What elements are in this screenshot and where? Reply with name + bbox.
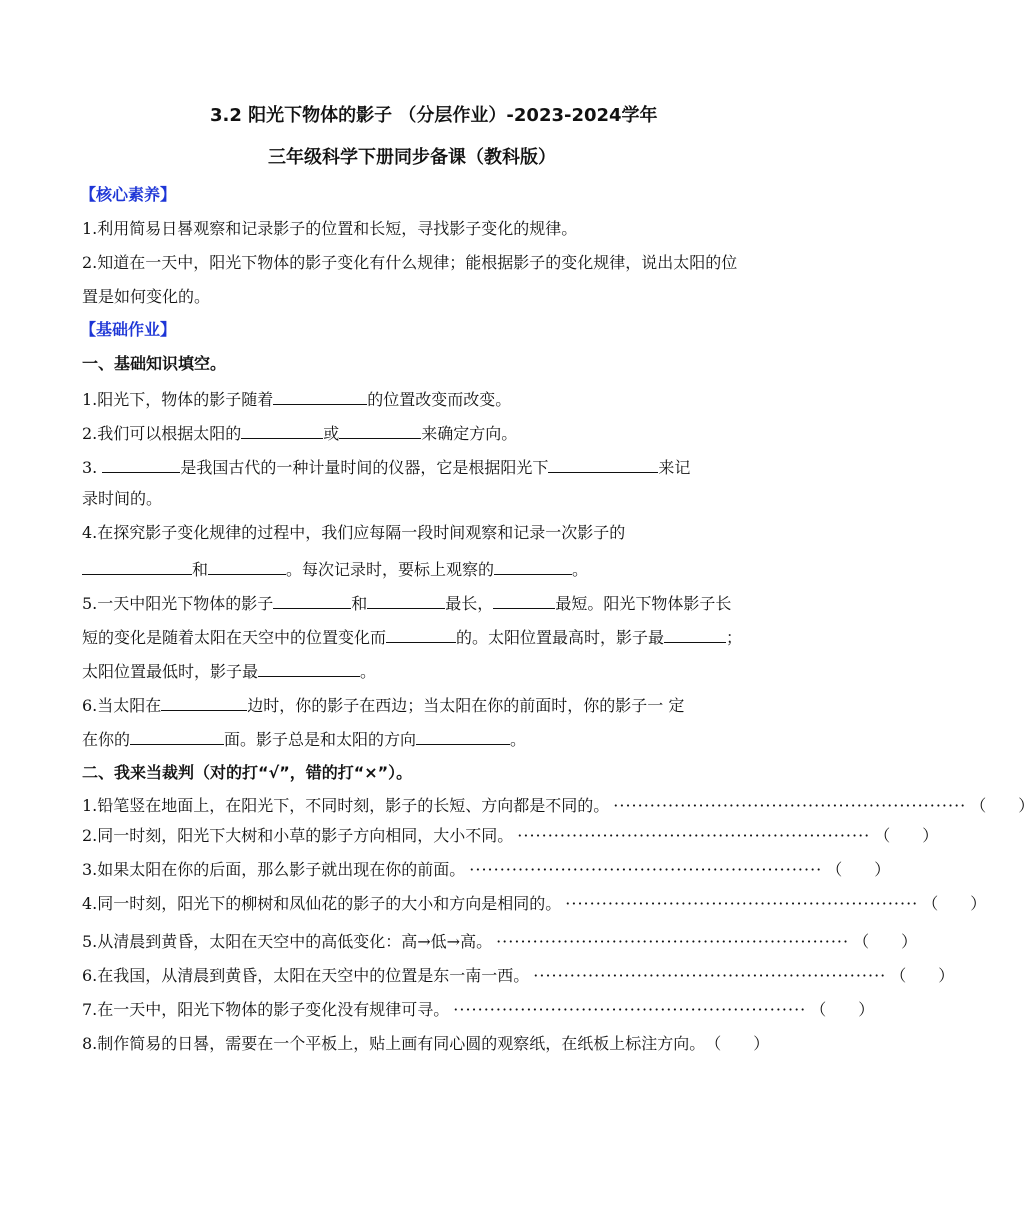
q4-blank-2[interactable] bbox=[208, 557, 286, 575]
q5-text-d: 最短。阳光下物体影子长 bbox=[555, 594, 732, 613]
q4-text-c: 。每次记录时，要标上观察的 bbox=[286, 560, 495, 579]
q3-text-a: 3. bbox=[82, 458, 98, 477]
judge-item-5 bbox=[82, 932, 918, 952]
fill-question-4-line-2 bbox=[82, 557, 588, 580]
leader-dots: ·························································· bbox=[453, 1000, 807, 1019]
part-2-title: 二、我来当裁判（对的打“√”，错的打“×”）。 bbox=[82, 763, 413, 782]
answer-bracket[interactable]: （ ） bbox=[826, 860, 891, 879]
answer-bracket[interactable]: （ ） bbox=[922, 894, 987, 913]
fill-question-3-line-1 bbox=[82, 455, 690, 478]
q6-blank-3[interactable] bbox=[416, 727, 510, 745]
judge-item-text: 7.在一天中，阳光下物体的影子变化没有规律可寻。 bbox=[82, 1000, 450, 1019]
q4-blank-3[interactable] bbox=[494, 557, 572, 575]
judge-item-3 bbox=[82, 860, 891, 880]
q6-blank-1[interactable] bbox=[161, 693, 247, 711]
title-line-1: 3.2 阳光下物体的影子 （分层作业）-2023-2024学年 bbox=[210, 105, 658, 126]
title-line-2: 三年级科学下册同步备课（教科版） bbox=[268, 147, 556, 168]
fill-question-5-line-1 bbox=[82, 591, 731, 614]
part-1-title: 一、基础知识填空。 bbox=[82, 354, 227, 373]
q6-text-d: 面。影子总是和太阳的方向 bbox=[224, 730, 417, 749]
q5-text-b: 和 bbox=[351, 594, 368, 613]
judge-item-6 bbox=[82, 966, 955, 986]
fill-question-6-line-1 bbox=[82, 693, 684, 716]
fill-question-5-line-2 bbox=[82, 625, 742, 648]
q5-text-f: 的。太阳位置最高时，影子最 bbox=[456, 628, 665, 647]
leader-dots: ·························································· bbox=[517, 826, 871, 845]
judge-item-8 bbox=[82, 1034, 782, 1054]
fill-question-5-line-3 bbox=[82, 659, 376, 682]
judge-item-2 bbox=[82, 826, 939, 846]
q5-text-i: 。 bbox=[360, 662, 377, 681]
basic-homework-heading: 【基础作业】 bbox=[80, 320, 177, 339]
q5-blank-4[interactable] bbox=[386, 625, 456, 643]
leader-dots: ·························································· bbox=[496, 932, 850, 951]
judge-item-1 bbox=[82, 796, 1034, 816]
core-item-1: 1.利用简易日晷观察和记录影子的位置和长短，寻找影子变化的规律。 bbox=[82, 219, 578, 238]
leader-dots: ·························································· bbox=[613, 796, 967, 815]
q5-text-c: 最长， bbox=[445, 594, 494, 613]
q5-blank-3[interactable] bbox=[493, 591, 555, 609]
q6-text-a: 6.当太阳在 bbox=[82, 696, 162, 715]
q2-text-b: 或 bbox=[323, 424, 340, 443]
q5-text-a: 5.一天中阳光下物体的影子 bbox=[82, 594, 274, 613]
core-item-2-line-2: 置是如何变化的。 bbox=[82, 287, 211, 306]
judge-item-text: 4.同一时刻，阳光下的柳树和凤仙花的影子的大小和方向是相同的。 bbox=[82, 894, 562, 913]
judge-item-text: 5.从清晨到黄昏，太阳在天空中的高低变化：高→低→高。 bbox=[82, 932, 493, 951]
q4-blank-1[interactable] bbox=[82, 557, 192, 575]
answer-bracket[interactable]: （ ） bbox=[970, 796, 1034, 815]
judge-item-7 bbox=[82, 1000, 875, 1020]
answer-bracket[interactable]: （ ） bbox=[874, 826, 939, 845]
q1-blank-1[interactable] bbox=[273, 387, 367, 405]
fill-question-3-line-2: 录时间的。 bbox=[82, 489, 163, 508]
fill-question-6-line-2 bbox=[82, 727, 526, 750]
answer-bracket[interactable]: （ ） bbox=[705, 1034, 770, 1053]
core-literacy-heading: 【核心素养】 bbox=[80, 185, 177, 204]
q3-text-c: 来记 bbox=[658, 458, 691, 477]
q5-blank-6[interactable] bbox=[258, 659, 360, 677]
q5-blank-1[interactable] bbox=[273, 591, 351, 609]
leader-dots: ·························································· bbox=[533, 966, 887, 985]
q3-blank-1[interactable] bbox=[102, 455, 180, 473]
q2-text-c: 来确定方向。 bbox=[421, 424, 518, 443]
judge-item-text: 2.同一时刻，阳光下大树和小草的影子方向相同，大小不同。 bbox=[82, 826, 514, 845]
q4-text-d: 。 bbox=[572, 560, 589, 579]
q6-text-e: 。 bbox=[510, 730, 527, 749]
q4-text-b: 和 bbox=[192, 560, 209, 579]
q6-text-c: 在你的 bbox=[82, 730, 131, 749]
q5-blank-5[interactable] bbox=[664, 625, 726, 643]
q5-text-e: 短的变化是随着太阳在天空中的位置变化而 bbox=[82, 628, 387, 647]
q1-text-a: 1.阳光下，物体的影子随着 bbox=[82, 390, 274, 409]
q5-blank-2[interactable] bbox=[367, 591, 445, 609]
judge-item-text: 3.如果太阳在你的后面，那么影子就出现在你的前面。 bbox=[82, 860, 466, 879]
leader-dots: ·························································· bbox=[469, 860, 823, 879]
fill-question-1 bbox=[82, 387, 511, 410]
q2-blank-2[interactable] bbox=[339, 421, 421, 439]
q2-text-a: 2.我们可以根据太阳的 bbox=[82, 424, 242, 443]
q2-blank-1[interactable] bbox=[241, 421, 323, 439]
fill-question-4-line-1: 4.在探究影子变化规律的过程中，我们应每隔一段时间观察和记录一次影子的 bbox=[82, 523, 626, 542]
answer-bracket[interactable]: （ ） bbox=[853, 932, 918, 951]
q5-text-h: 太阳位置最低时，影子最 bbox=[82, 662, 259, 681]
q3-blank-2[interactable] bbox=[548, 455, 658, 473]
core-item-2-line-1: 2.知道在一天中，阳光下物体的影子变化有什么规律；能根据影子的变化规律，说出太阳的位 bbox=[82, 253, 738, 272]
judge-item-text: 8.制作简易的日晷，需要在一个平板上，贴上画有同心圆的观察纸，在纸板上标注方向。 bbox=[82, 1034, 706, 1053]
judge-item-text: 1.铅笔竖在地面上，在阳光下，不同时刻，影子的长短、方向都是不同的。 bbox=[82, 796, 610, 815]
q6-blank-2[interactable] bbox=[130, 727, 224, 745]
leader-dots: ·························································· bbox=[565, 894, 919, 913]
q5-text-g: ； bbox=[726, 628, 743, 647]
q6-text-b: 边时，你的影子在西边；当太阳在你的前面时，你的影子一 定 bbox=[247, 696, 685, 715]
fill-question-2 bbox=[82, 421, 517, 444]
q1-text-b: 的位置改变而改变。 bbox=[367, 390, 512, 409]
judge-item-4 bbox=[82, 894, 987, 914]
answer-bracket[interactable]: （ ） bbox=[890, 966, 955, 985]
q3-text-b: 是我国古代的一种计量时间的仪器，它是根据阳光下 bbox=[180, 458, 549, 477]
judge-item-text: 6.在我国，从清晨到黄昏，太阳在天空中的位置是东一南一西。 bbox=[82, 966, 530, 985]
answer-bracket[interactable]: （ ） bbox=[810, 1000, 875, 1019]
